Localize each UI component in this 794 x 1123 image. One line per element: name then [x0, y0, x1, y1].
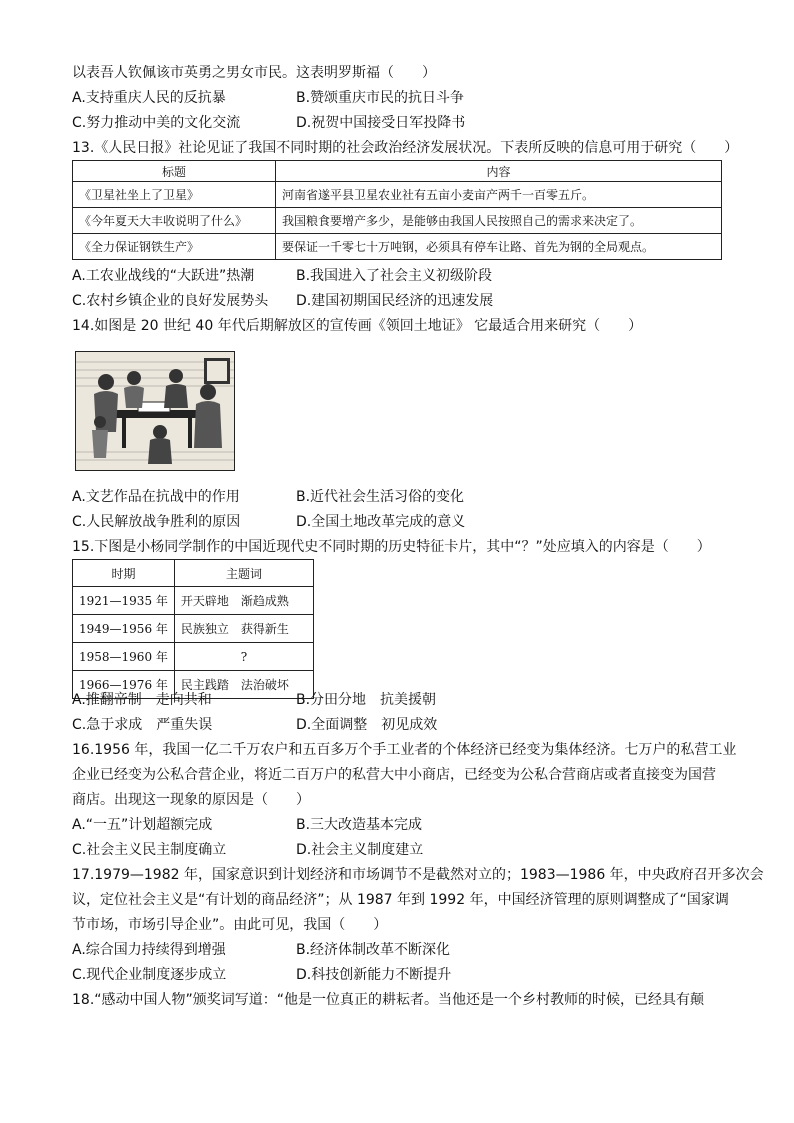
q17-option-b[interactable]: B.经济体制改革不断深化	[296, 942, 451, 958]
q17-stem-line1: 17.1979—1982 年，国家意识到计划经济和市场调节不是截然对立的；1983—1986 年，中央政府召开多次会	[72, 867, 764, 883]
q12-option-a[interactable]: A.支持重庆人民的反抗暴	[72, 90, 226, 106]
q16-option-d[interactable]: D.社会主义制度建立	[296, 842, 424, 858]
q16-stem-line1: 16.1956 年，我国一亿二千万农户和五百多万个手工业者的个体经济已经变为集体经济。七万户的私营工业	[72, 742, 737, 758]
table-row	[73, 643, 314, 671]
q13-table	[72, 160, 722, 260]
q13-option-b[interactable]: B.我国进入了社会主义初级阶段	[296, 268, 493, 284]
q13-stem: 13.《人民日报》社论见证了我国不同时期的社会政治经济发展状况。下表所反映的信息可用于研究（ ）	[72, 140, 739, 156]
q14-option-b[interactable]: B.近代社会生活习俗的变化	[296, 489, 465, 505]
land-certificate-poster-image	[75, 351, 235, 471]
q13-option-a[interactable]: A.工农业战线的“大跃进”热潮	[72, 268, 255, 284]
q15-cell: 1958—1960 年	[73, 643, 175, 671]
table-row	[73, 208, 722, 234]
q14-option-c[interactable]: C.人民解放战争胜利的原因	[72, 514, 241, 530]
q13-cell: 要保证一千零七十万吨钢，必须具有停车让路、首先为钢的全局观点。	[276, 234, 722, 260]
table-row	[73, 234, 722, 260]
table-row	[73, 182, 722, 208]
q13-cell: 河南省遂平县卫星农业社有五亩小麦亩产两千一百零五斤。	[276, 182, 722, 208]
q13-option-c[interactable]: C.农村乡镇企业的良好发展势头	[72, 293, 269, 309]
q13-cell: 我国粮食要增产多少，是能够由我国人民按照自己的需求来决定了。	[276, 208, 722, 234]
q13-header-title: 标题	[73, 161, 276, 182]
q15-table	[72, 559, 314, 699]
q16-option-a[interactable]: A.“一五”计划超额完成	[72, 817, 213, 833]
q15-option-a[interactable]: A.推翻帝制 走向共和	[72, 692, 212, 708]
q14-option-a[interactable]: A.文艺作品在抗战中的作用	[72, 489, 240, 505]
q15-cell: 1921—1935 年	[73, 587, 175, 615]
q13-header-content: 内容	[276, 161, 722, 182]
q12-option-d[interactable]: D.祝贺中国接受日军投降书	[296, 115, 466, 131]
q16-stem-line3: 商店。出现这一现象的原因是（ ）	[72, 792, 310, 808]
q15-header-period: 时期	[73, 560, 175, 587]
woodcut-illustration	[76, 352, 234, 470]
q15-option-c[interactable]: C.急于求成 严重失误	[72, 717, 213, 733]
q16-stem-line2: 企业已经变为公私合营企业，将近二百万户的私营大中小商店，已经变为公私合营商店或者直接变为国营	[72, 767, 716, 783]
q18-stem: 18.“感动中国人物”颁奖词写道：“他是一位真正的耕耘者。当他还是一个乡村教师的时候，已经具有颠	[72, 992, 705, 1008]
q12-stem: 以表吾人钦佩该市英勇之男女市民。这表明罗斯福（ ）	[72, 65, 436, 81]
q17-stem-line3: 节市场，市场引导企业”。由此可见，我国（ ）	[72, 917, 388, 933]
table-row	[73, 587, 314, 615]
q15-header-theme: 主题词	[174, 560, 313, 587]
q15-cell: 民族独立 获得新生	[174, 615, 313, 643]
q15-stem: 15.下图是小杨同学制作的中国近现代史不同时期的历史特征卡片，其中“？”处应填入的内容是（ ）	[72, 539, 711, 555]
q17-stem-line2: 议，定位社会主义是“有计划的商品经济”；从 1987 年到 1992 年，中国经济管理的原则调整成了“国家调	[72, 892, 729, 908]
q13-cell: 《卫星社坐上了卫星》	[73, 182, 276, 208]
q15-cell-question: ?	[174, 643, 313, 671]
q14-option-d[interactable]: D.全国土地改革完成的意义	[296, 514, 466, 530]
q16-option-b[interactable]: B.三大改造基本完成	[296, 817, 423, 833]
q15-cell: 民主践踏 法治破坏	[174, 671, 313, 699]
q15-cell: 1966—1976 年	[73, 671, 175, 699]
q13-option-d[interactable]: D.建国初期国民经济的迅速发展	[296, 293, 494, 309]
q15-option-d[interactable]: D.全面调整 初见成效	[296, 717, 438, 733]
q13-cell: 《全力保证钢铁生产》	[73, 234, 276, 260]
q13-cell: 《今年夏天大丰收说明了什么》	[73, 208, 276, 234]
q14-stem: 14.如图是 20 世纪 40 年代后期解放区的宣传画《领回土地证》 它最适合用来研究（ ）	[72, 318, 643, 334]
q17-option-c[interactable]: C.现代企业制度逐步成立	[72, 967, 227, 983]
q17-option-a[interactable]: A.综合国力持续得到增强	[72, 942, 226, 958]
q17-option-d[interactable]: D.科技创新能力不断提升	[296, 967, 452, 983]
q12-option-b[interactable]: B.赞颂重庆市民的抗日斗争	[296, 90, 465, 106]
table-row	[73, 615, 314, 643]
q16-option-c[interactable]: C.社会主义民主制度确立	[72, 842, 227, 858]
q15-option-b[interactable]: B.分田分地 抗美援朝	[296, 692, 437, 708]
q12-option-c[interactable]: C.努力推动中美的文化交流	[72, 115, 241, 131]
q15-cell: 开天辟地 渐趋成熟	[174, 587, 313, 615]
q15-cell: 1949—1956 年	[73, 615, 175, 643]
